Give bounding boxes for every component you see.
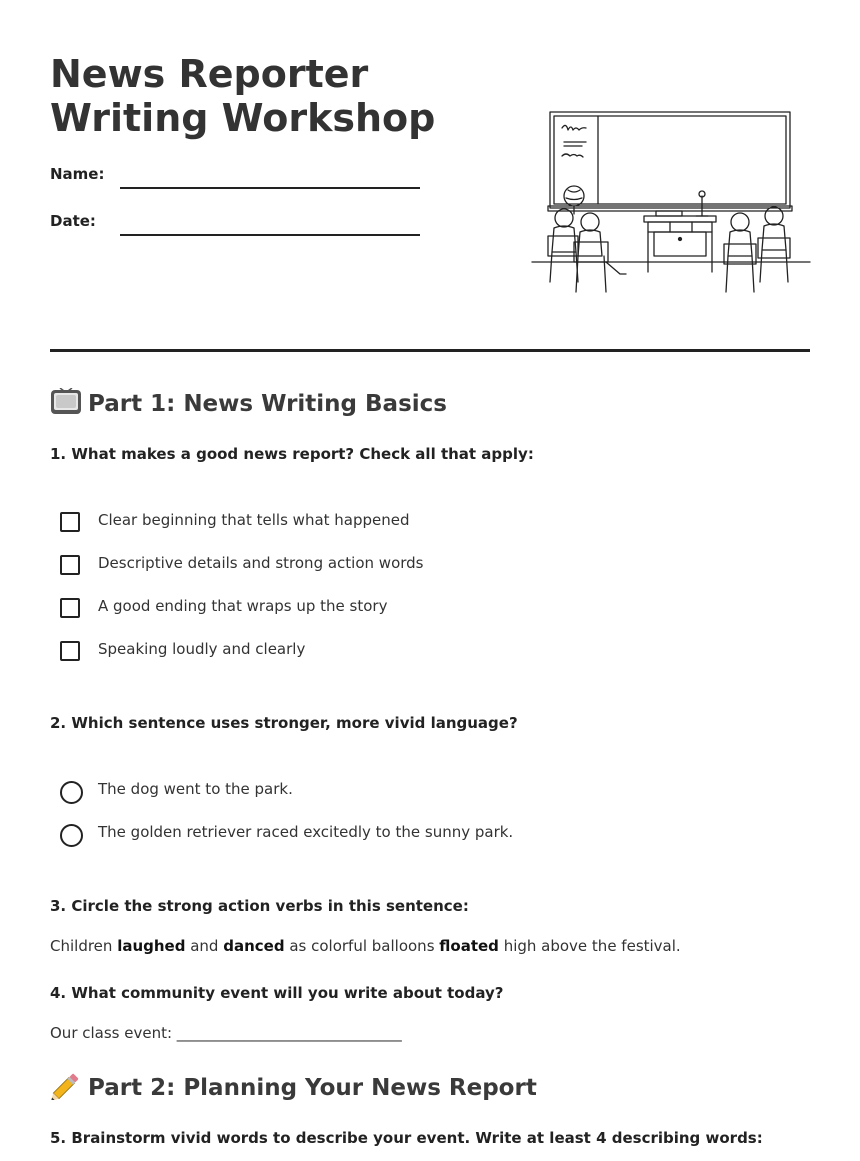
part2-title: Part 2: Planning Your News Report [88,1075,537,1101]
header-divider [50,349,810,352]
name-label: Name: [50,165,105,183]
question-5: 5. Brainstorm vivid words to describe your event. Write at least 4 describing words: [50,1129,763,1147]
page-title: News Reporter Writing Workshop [50,52,436,140]
option-label: The dog went to the park. [98,780,293,798]
q1-option-1[interactable] [60,511,660,537]
action-verb[interactable]: laughed [117,937,186,955]
question-2: 2. Which sentence uses stronger, more vivid language? [50,714,518,732]
part1-title: Part 1: News Writing Basics [88,391,447,417]
radio-button[interactable] [60,824,83,847]
q2-option-2[interactable] [60,823,660,849]
television-icon [50,388,82,416]
question-3: 3. Circle the strong action verbs in this sentence: [50,897,469,915]
classroom-illustration [530,106,812,302]
part2-heading [50,1072,537,1103]
checkbox[interactable] [60,555,80,575]
option-label: Descriptive details and strong action words [98,554,424,572]
checkbox[interactable] [60,598,80,618]
q1-option-2[interactable] [60,554,660,580]
option-label: The golden retriever raced excitedly to the sunny park. [98,823,514,841]
pencil-icon [50,1072,82,1100]
name-line[interactable] [120,187,420,189]
option-label: Speaking loudly and clearly [98,640,306,658]
date-line[interactable] [120,234,420,236]
checkbox[interactable] [60,641,80,661]
sentence-text: Children [50,937,118,955]
question-4: 4. What community event will you write about today? [50,984,504,1002]
radio-button[interactable] [60,781,83,804]
q3-sentence [50,937,681,955]
checkbox[interactable] [60,512,80,532]
option-label: A good ending that wraps up the story [98,597,388,615]
sentence-text: and [185,937,224,955]
part1-heading [50,388,447,419]
q1-option-4[interactable] [60,640,660,666]
action-verb[interactable]: floated [439,937,499,955]
action-verb[interactable]: danced [223,937,285,955]
option-label: Clear beginning that tells what happened [98,511,410,529]
question-1: 1. What makes a good news report? Check all that apply: [50,445,534,463]
date-label: Date: [50,212,96,230]
sentence-text: as colorful balloons [284,937,440,955]
date-field[interactable] [50,212,430,242]
q2-option-1[interactable] [60,780,660,806]
q1-option-3[interactable] [60,597,660,623]
q4-answer-line[interactable]: Our class event: ______________________________ [50,1024,402,1042]
sentence-text: high above the festival. [498,937,681,955]
name-field[interactable] [50,165,430,195]
